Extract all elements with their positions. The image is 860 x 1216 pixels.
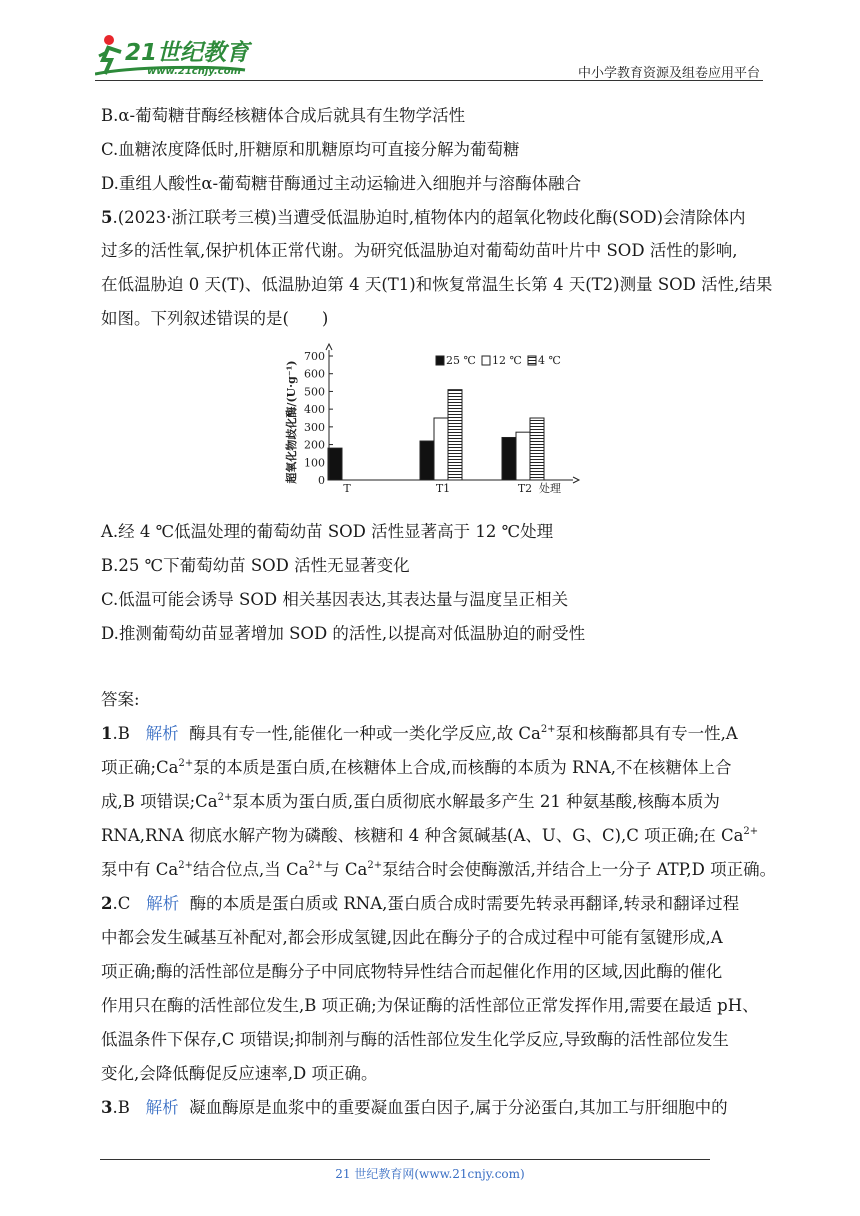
- chart-xticks: [343, 482, 532, 495]
- bar-T2-s1: [516, 432, 530, 480]
- chart-x-arrow: [573, 477, 579, 483]
- analysis-tag: 解析: [146, 894, 180, 913]
- y-tick-label: 600: [304, 367, 325, 381]
- chart-bars: [328, 390, 544, 480]
- q4-option-b: B.α-葡萄糖苷酶经核糖体合成后就具有生物学活性: [101, 106, 466, 125]
- svg-text:www.21cnjy.com: www.21cnjy.com: [147, 66, 241, 77]
- q4-option-d: D.重组人酸性α-葡萄糖苷酶通过主动运输进入细胞并与溶酶体融合: [101, 174, 582, 193]
- answer-letter: .B: [112, 1098, 130, 1117]
- footer-divider: [100, 1159, 710, 1160]
- y-tick-label: 400: [304, 403, 325, 417]
- legend-swatch: [482, 356, 490, 365]
- bar-T1-s2: [448, 390, 462, 480]
- x-tick-label: T1: [435, 482, 451, 495]
- answer-number: 3: [101, 1098, 113, 1117]
- answer-line: [101, 996, 759, 1016]
- platform-name: 中小学教育资源及组卷应用平台: [577, 66, 760, 81]
- page-header: [95, 30, 765, 80]
- bar-T1-s1: [434, 418, 448, 480]
- answer-text: 成,B 项错误$;Ca^{2+}$泵本质为蛋白质,蛋白质彻底水解最多产生 21 种氨基酸,核酶本质为: [101, 792, 720, 811]
- answers-heading: 答案:: [101, 690, 140, 709]
- chart-legend: [436, 354, 561, 367]
- bar-T-s0: [328, 448, 342, 480]
- q5-option-b: B.25 ℃下葡萄幼苗 SOD 活性无显著变化: [101, 556, 410, 575]
- answer-letter: .B: [112, 724, 130, 743]
- sod-activity-chart: [283, 342, 583, 502]
- x-tick-label: T2: [517, 482, 533, 495]
- y-tick-label: 500: [304, 385, 325, 399]
- chart-y-arrow: [326, 344, 332, 350]
- q5-text-1: .(2023·浙江联考三模)当遭受低温胁迫时,植物体内的超氧化物歧化酶(SOD)会清除体内: [112, 208, 746, 227]
- answer-text: RNA,RNA 彻底水解产物为磷酸、核糖和 4 种含氮碱基(A、U、G、C),C 项正确;在 $Ca^{2+}$: [101, 826, 759, 845]
- answer-text: 泵中有 $Ca^{2+}$结合位点,当 $Ca^{2+}$与 $Ca^{2+}$泵结合时会使酶激活,并结合上一分子 ATP,D 项正确。: [101, 860, 777, 879]
- legend-label: 12 ℃: [492, 354, 522, 367]
- answer-number: 1: [101, 724, 113, 743]
- answer-text: 项正确;酶的活性部位是酶分子中同底物特异性结合而起催化作用的区域,因此酶的催化: [101, 962, 723, 981]
- answer-line: [101, 792, 720, 812]
- answer-text: 酶具有专一性,能催化一种或一类化学反应,故 $Ca^{2+}$泵和核酶都具有专一性,A: [189, 724, 738, 743]
- answer-line: [101, 724, 738, 744]
- answer-line: [101, 1098, 728, 1118]
- footer-text: 21 世纪教育网(www.21cnjy.com): [335, 1167, 525, 1181]
- answer-text: 中都会发生碱基互补配对,都会形成氢键,因此在酶分子的合成过程中可能有氢键形成,A: [101, 928, 723, 947]
- answer-text: 凝血酶原是血浆中的重要凝血蛋白因子,属于分泌蛋白,其加工与肝细胞中的: [189, 1098, 728, 1117]
- y-tick-label: 0: [318, 474, 325, 487]
- answer-letter: .C: [112, 894, 131, 913]
- q5-option-c: C.低温可能会诱导 SOD 相关基因表达,其表达量与温度呈正相关: [101, 590, 569, 609]
- svg-text:21世纪教育: 21世纪教育: [125, 40, 250, 66]
- answer-line: [101, 1030, 729, 1050]
- analysis-tag: 解析: [145, 724, 179, 743]
- answer-line: [101, 1064, 377, 1084]
- legend-swatch: [528, 356, 536, 365]
- y-tick-label: 200: [304, 438, 325, 452]
- analysis-tag: 解析: [145, 1098, 179, 1117]
- q5-line-3: 在低温胁迫 0 天(T)、低温胁迫第 4 天(T1)和恢复常温生长第 4 天(T2)测量 SOD 活性,结果: [101, 275, 773, 294]
- legend-swatch: [436, 356, 444, 365]
- answer-text: 作用只在酶的活性部位发生,B 项正确;为保证酶的活性部位正常发挥作用,需要在最适 pH、: [101, 996, 759, 1015]
- answer-line: [101, 962, 722, 982]
- q5-option-a: A.经 4 ℃低温处理的葡萄幼苗 SOD 活性显著高于 12 ℃处理: [101, 522, 554, 541]
- chart-ylabel: 超氧化物歧化酶/(U·g⁻¹): [285, 360, 298, 484]
- q5-line-2: 过多的活性氧,保护机体正常代谢。为研究低温胁迫对葡萄幼苗叶片中 SOD 活性的影响,: [101, 241, 738, 260]
- q5-option-d: D.推测葡萄幼苗显著增加 SOD 的活性,以提高对低温胁迫的耐受性: [101, 624, 586, 643]
- q4-option-c: C.血糖浓度降低时,肝糖原和肌糖原均可直接分解为葡萄糖: [101, 140, 520, 159]
- answer-text: 酶的本质是蛋白质或 RNA,蛋白质合成时需要先转录再翻译,转录和翻译过程: [189, 894, 740, 913]
- answer-line: [101, 758, 732, 778]
- bar-T1-s0: [420, 441, 434, 480]
- q5-line-1: [101, 208, 746, 228]
- legend-label: 4 ℃: [538, 354, 561, 367]
- answer-line: [101, 894, 739, 914]
- answer-line: [101, 928, 723, 948]
- q5-line-4: 如图。下列叙述错误的是( ): [101, 309, 329, 328]
- bar-T2-s0: [502, 437, 516, 480]
- y-tick-label: 100: [304, 456, 325, 470]
- answer-text: 低温条件下保存,C 项错误;抑制剂与酶的活性部位发生化学反应,导致酶的活性部位发生: [101, 1030, 729, 1049]
- legend-label: 25 ℃: [446, 354, 476, 367]
- answer-text: 变化,会降低酶促反应速率,D 项正确。: [101, 1064, 378, 1083]
- answer-line: [101, 860, 776, 880]
- y-tick-label: 300: [304, 420, 325, 434]
- header-divider: [95, 80, 763, 81]
- answer-number: 2: [101, 894, 113, 913]
- bar-T2-s2: [530, 418, 544, 480]
- answer-line: [101, 826, 758, 846]
- y-tick-label: 700: [304, 350, 325, 363]
- q5-number: 5: [101, 208, 113, 227]
- site-logo: [95, 30, 265, 78]
- answer-text: 项正确$;Ca^{2+}$泵的本质是蛋白质,在核糖体上合成,而核酶的本质为 RNA,不在核糖体上合: [101, 758, 732, 777]
- x-tick-label: T: [343, 482, 351, 495]
- chart-xlabel: 处理: [539, 482, 561, 495]
